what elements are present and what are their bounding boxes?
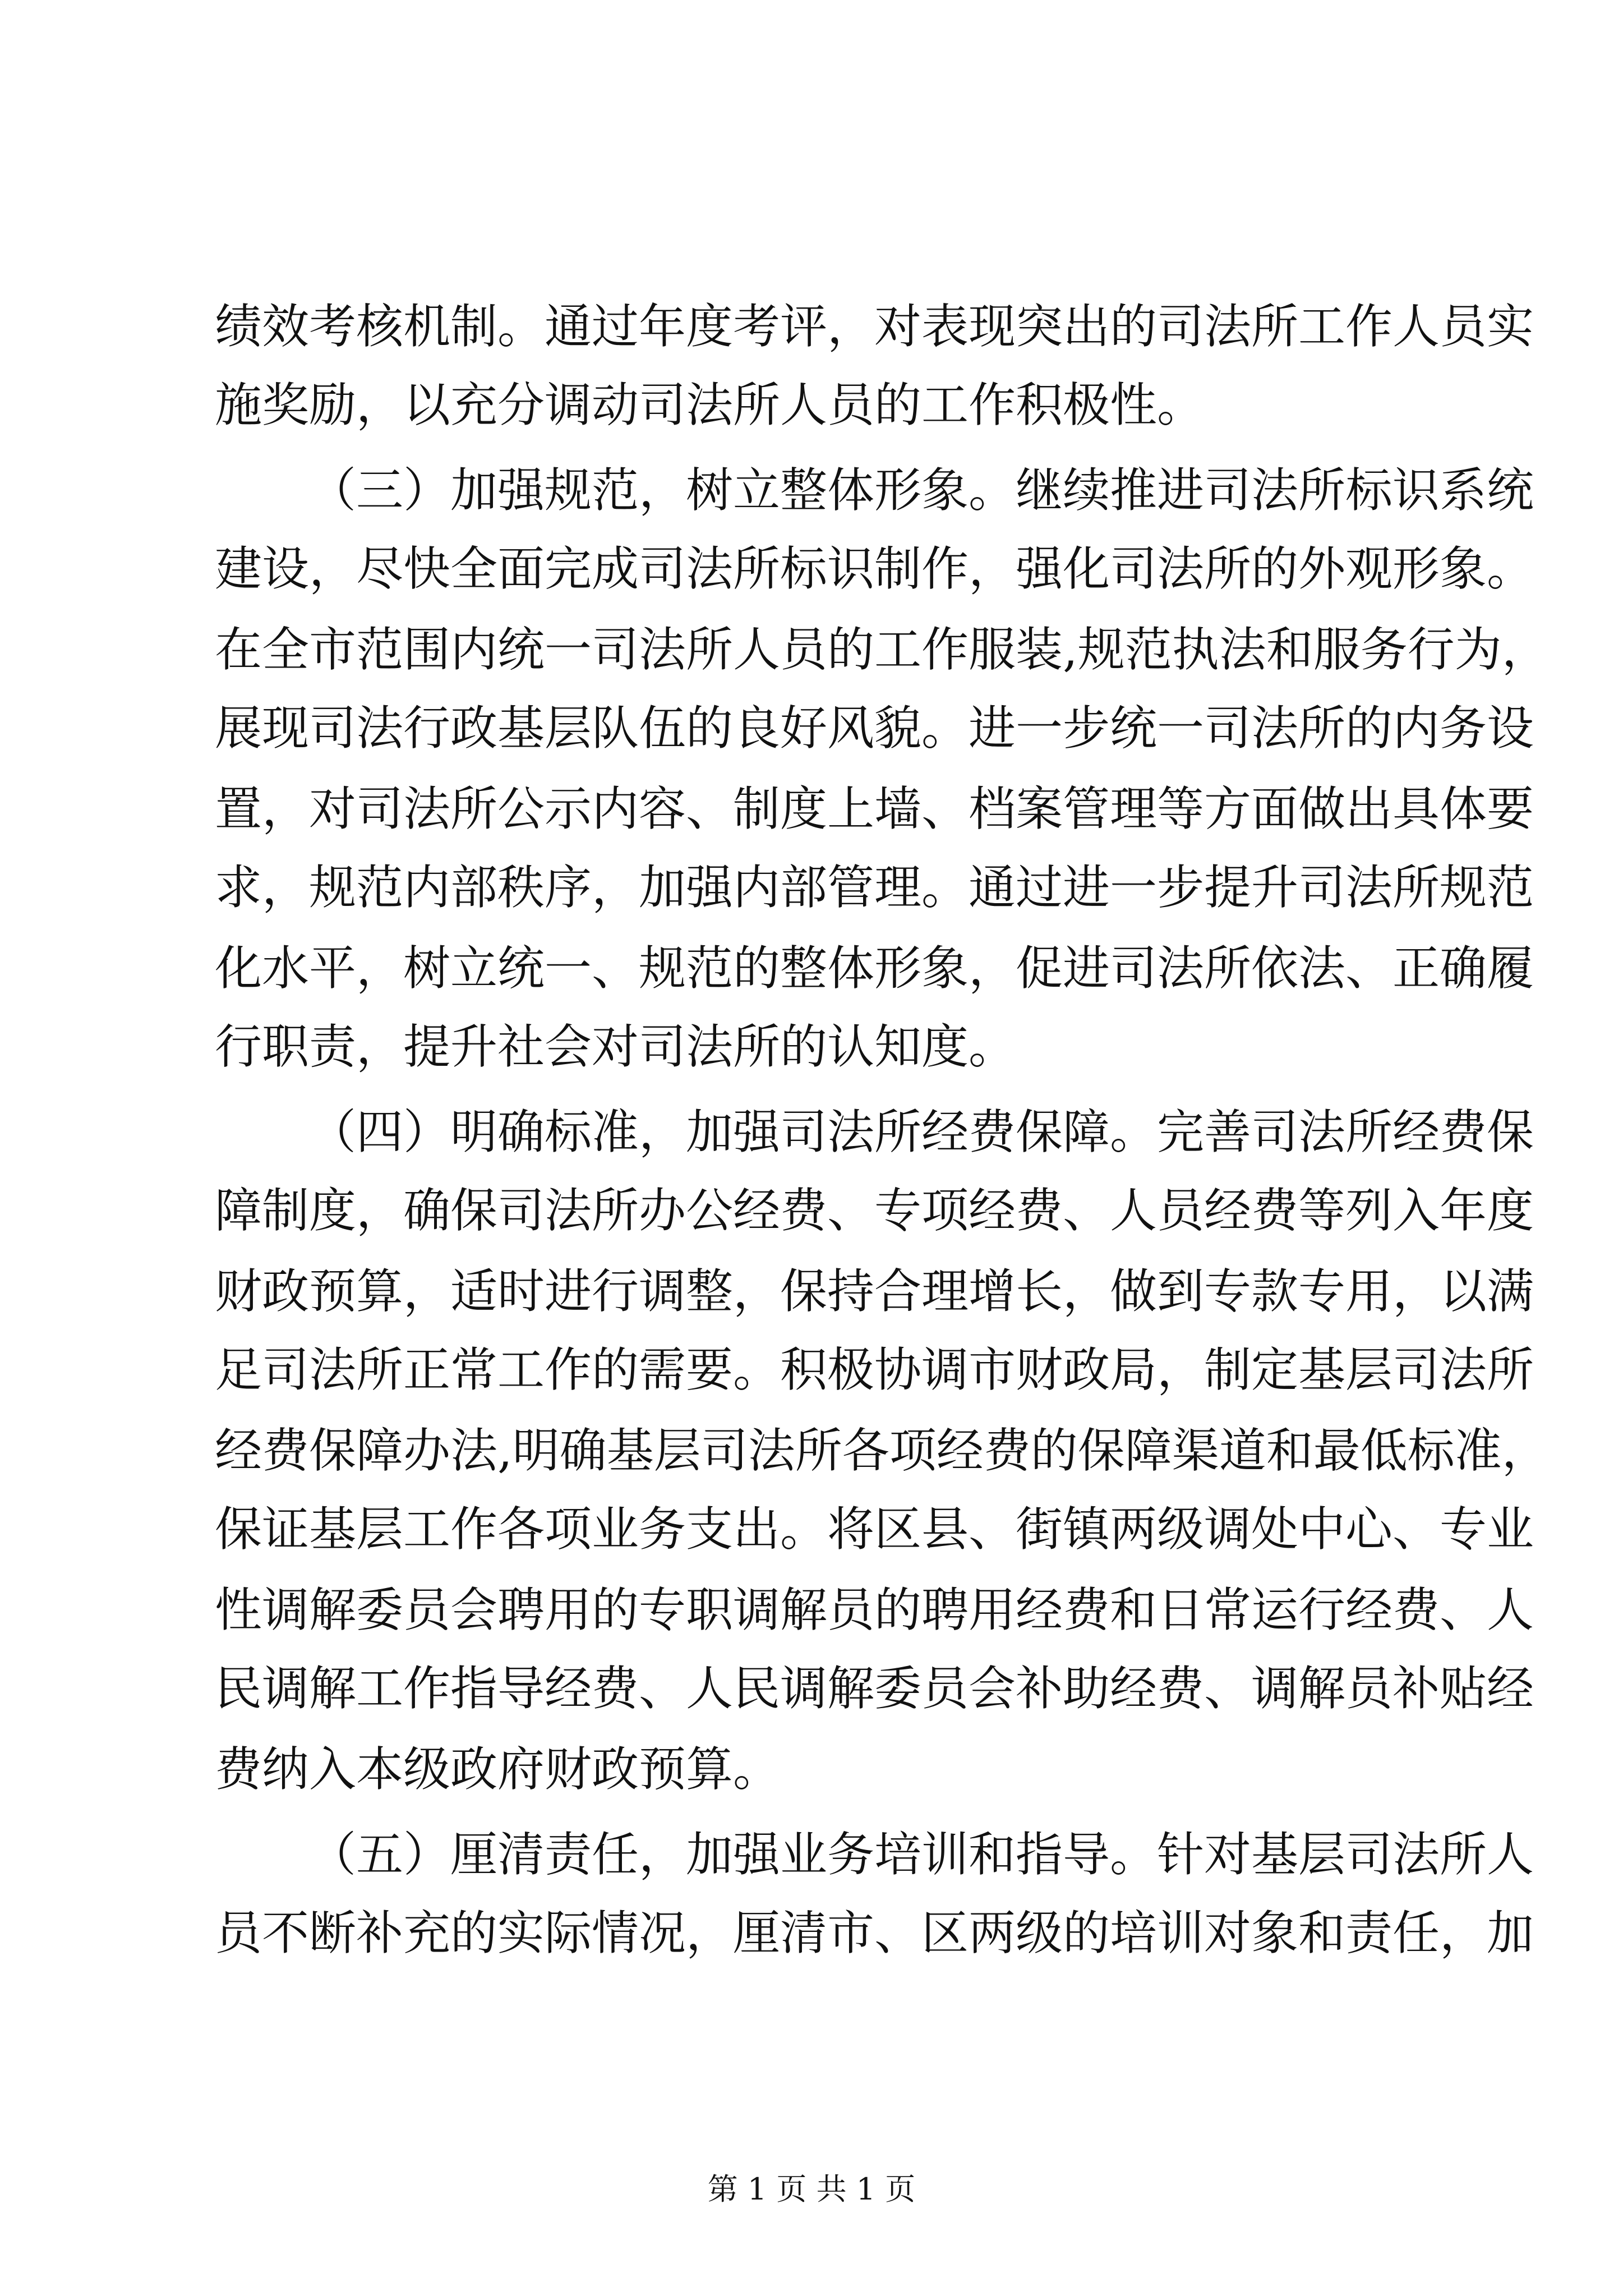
paragraph-heading-5: （五）厘清责任，加强业务培训和指导。针对基层司法所人 bbox=[309, 1827, 1534, 1882]
text-line: 绩效考核机制。通过年度考评，对表现突出的司法所工作人员实 bbox=[215, 299, 1534, 354]
text-line: 员不断补充的实际情况，厘清市、区两级的培训对象和责任，加 bbox=[215, 1906, 1534, 1961]
text-line: 置，对司法所公示内容、制度上墙、档案管理等方面做出具体要 bbox=[215, 781, 1534, 836]
text-line: 在全市范围内统一司法所人员的工作服装,规范执法和服务行为， bbox=[215, 622, 1549, 677]
text-line: 保证基层工作各项业务支出。将区县、街镇两级调处中心、专业 bbox=[215, 1502, 1534, 1557]
text-line: 性调解委员会聘用的专职调解员的聘用经费和日常运行经费、人 bbox=[215, 1582, 1534, 1637]
paragraph-heading-3: （三）加强规范，树立整体形象。继续推进司法所标识系统 bbox=[309, 463, 1534, 518]
text-line: 民调解工作指导经费、人民调解委员会补助经费、调解员补贴经 bbox=[215, 1661, 1534, 1716]
text-line: 建设，尽快全面完成司法所标识制作，强化司法所的外观形象。 bbox=[215, 541, 1534, 596]
text-line: 施奖励，以充分调动司法所人员的工作积极性。 bbox=[215, 378, 1205, 432]
text-line: 费纳入本级政府财政预算。 bbox=[215, 1742, 781, 1797]
text-line: 求，规范内部秩序，加强内部管理。通过进一步提升司法所规范 bbox=[215, 860, 1534, 915]
text-line: 障制度，确保司法所办公经费、专项经费、人员经费等列入年度 bbox=[215, 1183, 1534, 1238]
page-footer: 第 1 页 共 1 页 bbox=[707, 2171, 916, 2207]
text-line: 足司法所正常工作的需要。积极协调市财政局，制定基层司法所 bbox=[215, 1342, 1534, 1397]
text-line: 行职责，提升社会对司法所的认知度。 bbox=[215, 1019, 1016, 1074]
text-line: 财政预算，适时进行调整，保持合理增长，做到专款专用，以满 bbox=[215, 1264, 1534, 1319]
text-line: 展现司法行政基层队伍的良好风貌。进一步统一司法所的内务设 bbox=[215, 701, 1534, 756]
text-line: 化水平，树立统一、规范的整体形象，促进司法所依法、正确履 bbox=[215, 941, 1534, 996]
text-line: 经费保障办法,明确基层司法所各项经费的保障渠道和最低标准， bbox=[215, 1423, 1549, 1478]
paragraph-heading-4: （四）明确标准，加强司法所经费保障。完善司法所经费保 bbox=[309, 1105, 1534, 1159]
